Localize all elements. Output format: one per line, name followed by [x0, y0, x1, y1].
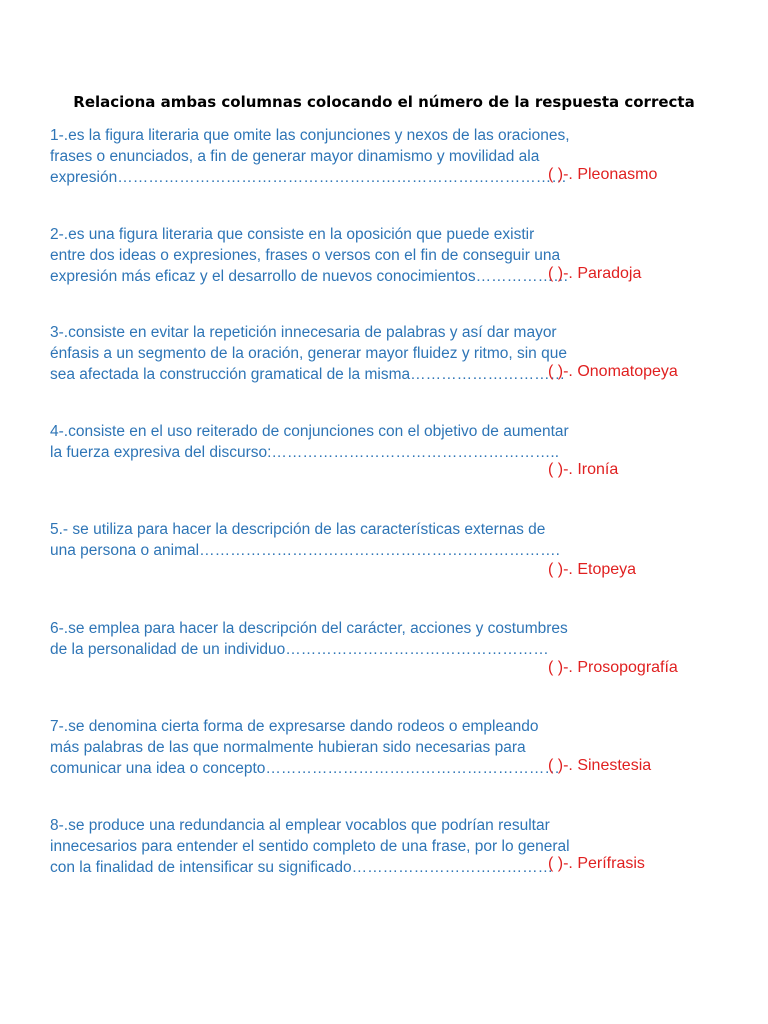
question-line: 3-.consiste en evitar la repetición innecesaria de palabras y así dar mayor	[50, 324, 557, 341]
question-text	[50, 125, 570, 188]
question-text	[50, 815, 570, 878]
question-line: 8-.se produce una redundancia al emplear vocablos que podrían resultar	[50, 817, 550, 834]
question-line: sea afectada la construcción gramatical de la misma…………………………	[50, 366, 566, 383]
question-line: 5.- se utiliza para hacer la descripción de las características externas de	[50, 521, 546, 538]
question-line: 1-.es la figura literaria que omite las conjunciones y nexos de las oraciones,	[50, 127, 570, 144]
question-line: 2-.es una figura literaria que consiste en la oposición que puede existir	[50, 226, 535, 243]
question-text	[50, 421, 569, 463]
question-line: 6-.se emplea para hacer la descripción del carácter, acciones y costumbres	[50, 620, 568, 637]
question-line: más palabras de las que normalmente hubieran sido necesarias para	[50, 739, 526, 756]
answer-option: ( )-. Paradoja	[548, 265, 642, 282]
worksheet-title: Relaciona ambas columnas colocando el número de la respuesta correcta	[73, 93, 695, 111]
question-text	[50, 618, 568, 660]
question-line: énfasis a un segmento de la oración, generar mayor fluidez y ritmo, sin que	[50, 345, 567, 362]
question-line: expresión más eficaz y el desarrollo de nuevos conocimientos………………	[50, 268, 569, 285]
question-text	[50, 716, 560, 779]
question-line: 7-.se denomina cierta forma de expresarse dando rodeos o empleando	[50, 718, 539, 735]
question-line: con la finalidad de intensificar su significado…………………………………	[50, 859, 554, 876]
question-text	[50, 519, 560, 561]
question-line: una persona o animal…………………………………………………………….	[50, 542, 560, 559]
question-line: comunicar una idea o concepto…………………………………………………	[50, 760, 560, 777]
answer-option: ( )-. Pleonasmo	[548, 166, 658, 183]
question-text	[50, 322, 567, 385]
answer-option: ( )-. Onomatopeya	[548, 363, 678, 380]
question-line: entre dos ideas o expresiones, frases o versos con el fin de conseguir una	[50, 247, 561, 264]
answer-option: ( )-. Prosopografía	[548, 659, 678, 676]
answer-option: ( )-. Etopeya	[548, 561, 637, 578]
question-line: expresión……………………………………………………………………………	[50, 169, 567, 186]
answer-option: ( )-. Ironía	[548, 461, 619, 478]
question-text	[50, 224, 569, 287]
question-line: de la personalidad de un individuo……………………………………………	[50, 641, 549, 658]
answer-option: ( )-. Perífrasis	[548, 855, 645, 872]
question-line: la fuerza expresiva del discurso:………………………………………………..	[50, 444, 560, 461]
question-line: 4-.consiste en el uso reiterado de conjunciones con el objetivo de aumentar	[50, 423, 569, 440]
answer-option: ( )-. Sinestesia	[548, 757, 652, 774]
question-line: innecesarios para entender el sentido completo de una frase, por lo general	[50, 838, 570, 855]
question-line: frases o enunciados, a fin de generar mayor dinamismo y movilidad ala	[50, 148, 540, 165]
